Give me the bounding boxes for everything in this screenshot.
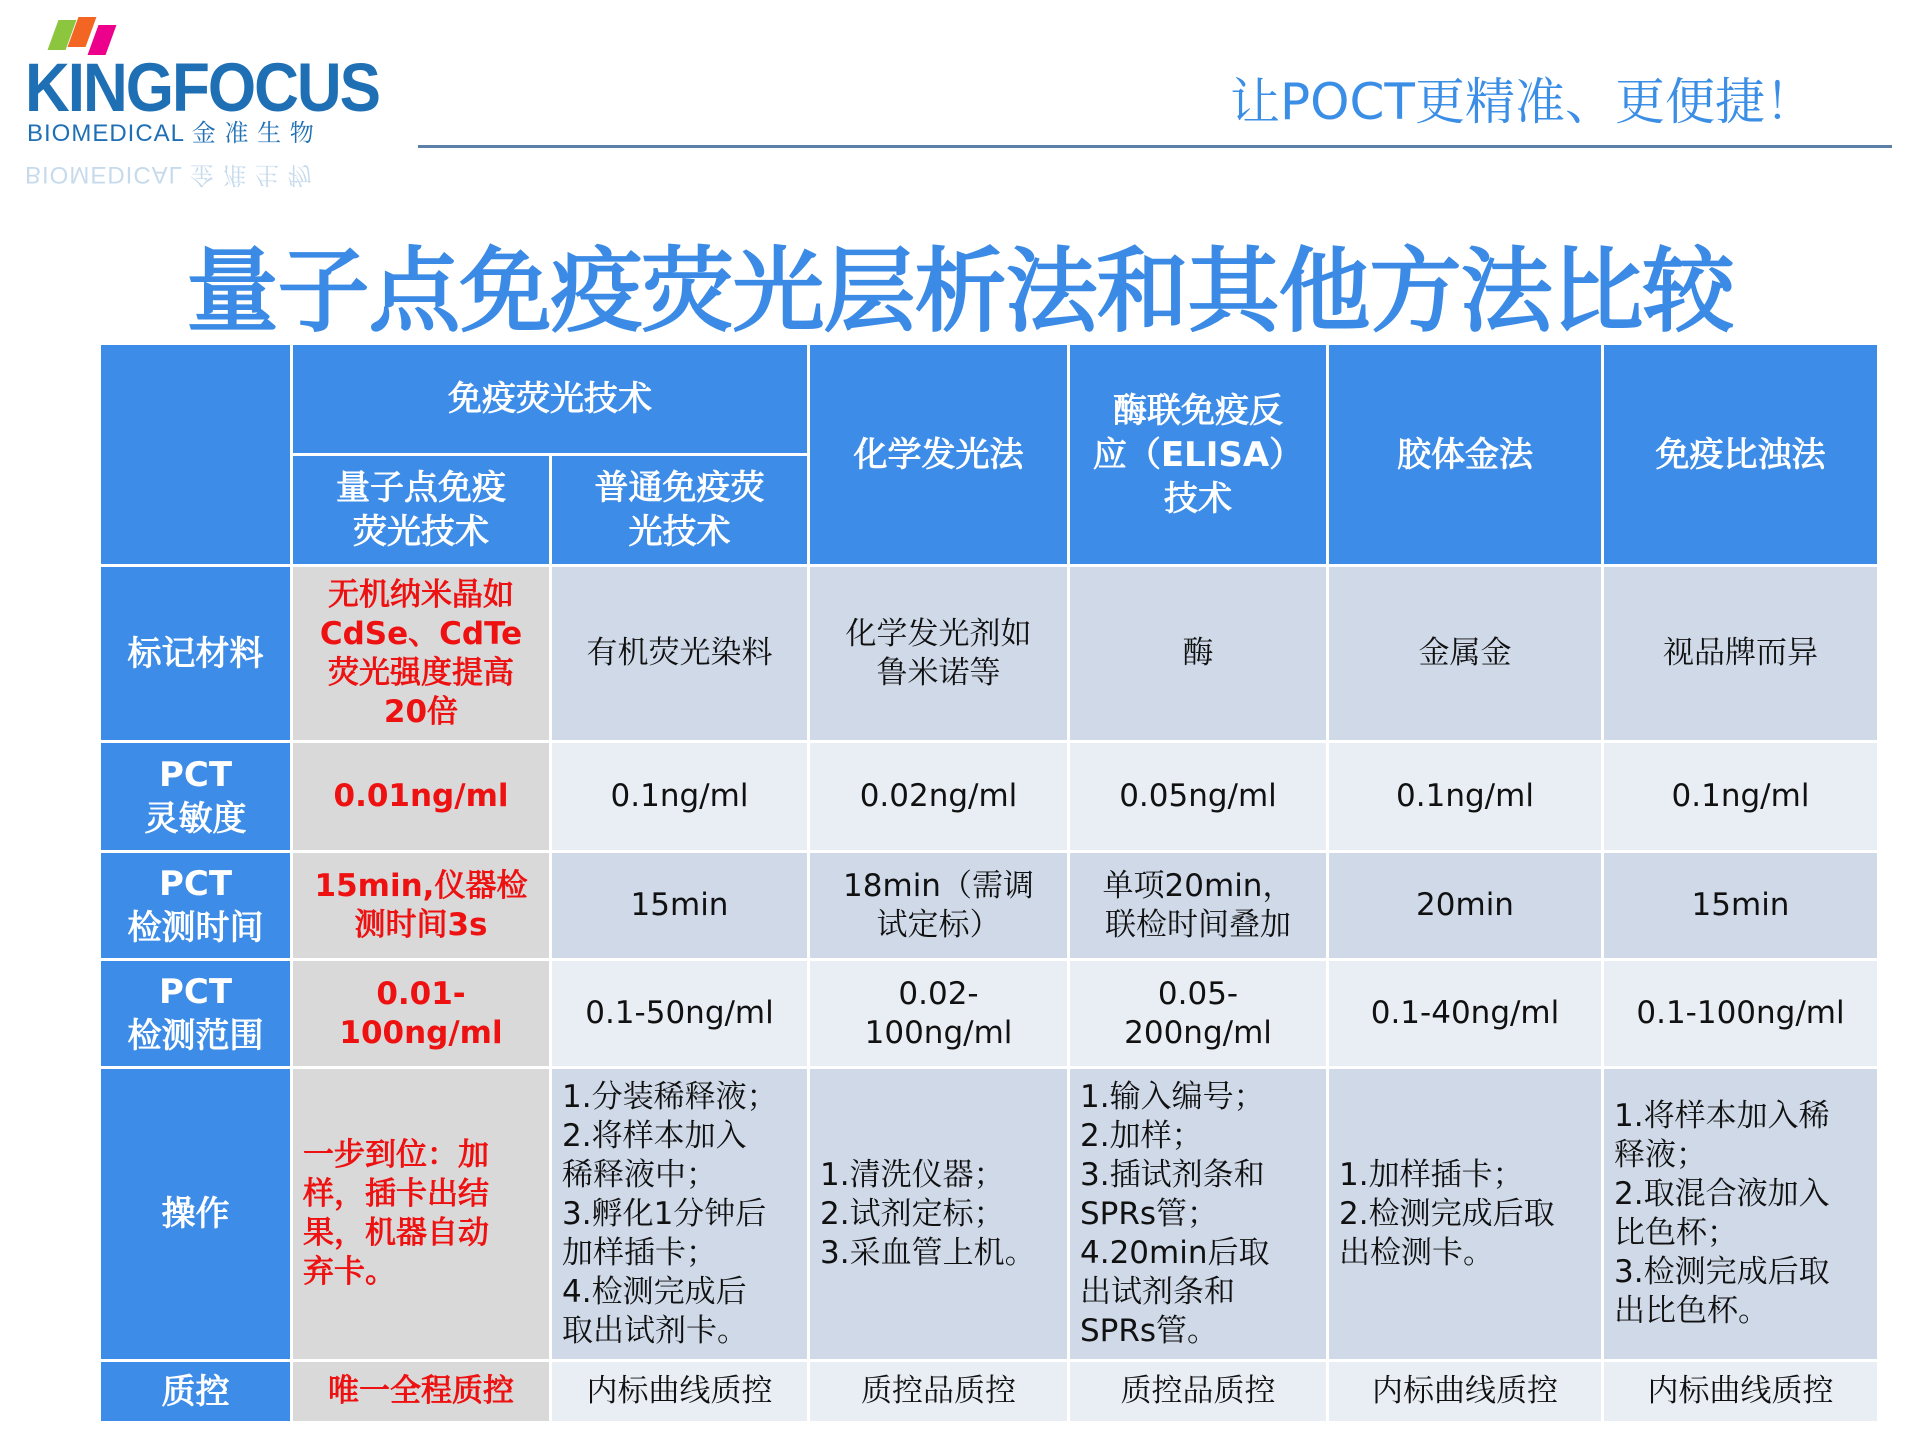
table-cell: 1.输入编号； 2.加样； 3.插试剂条和 SPRs管； 4.20min后取 出试剂条和 SPRs管。 <box>1070 1069 1326 1359</box>
highlight-cell: 无机纳米晶如 CdSe、CdTe 荧光强度提高 20倍 <box>293 567 549 740</box>
table-cell: 0.1ng/ml <box>1329 743 1601 850</box>
table-cell: 0.1-50ng/ml <box>552 961 807 1066</box>
logo-brand: KINGFOCUS <box>25 50 379 127</box>
table-cell: 1.加样插卡； 2.检测完成后取 出检测卡。 <box>1329 1069 1601 1359</box>
row-label: PCT 检测范围 <box>101 961 290 1066</box>
table-cell: 0.05- 200ng/ml <box>1070 961 1326 1066</box>
logo-reflection: BIOMEDICAL 金 准 生 物 <box>25 161 313 188</box>
table-cell: 内标曲线质控 <box>1604 1362 1877 1421</box>
table-cell: 视品牌而异 <box>1604 567 1877 740</box>
corner-header <box>101 345 290 564</box>
table-cell: 单项20min， 联检时间叠加 <box>1070 853 1326 958</box>
highlight-cell: 一步到位：加 样，插卡出结 果，机器自动 弃卡。 <box>293 1069 549 1359</box>
page-title: 量子点免疫荧光层析法和其他方法比较 <box>186 238 1734 345</box>
kingfocus-logo <box>25 15 379 147</box>
table-cell: 质控品质控 <box>1070 1362 1326 1421</box>
column-header: 量子点免疫 荧光技术 <box>293 456 549 564</box>
column-header: 免疫比浊法 <box>1604 345 1877 564</box>
table-cell: 0.1-100ng/ml <box>1604 961 1877 1066</box>
row-label: 标记材料 <box>101 567 290 740</box>
group-header: 免疫荧光技术 <box>293 345 807 453</box>
table-cell: 酶 <box>1070 567 1326 740</box>
table-cell: 0.1ng/ml <box>552 743 807 850</box>
table-cell: 0.02- 100ng/ml <box>810 961 1067 1066</box>
row-label: 操作 <box>101 1069 290 1359</box>
table-cell: 0.1ng/ml <box>1604 743 1877 850</box>
column-header: 化学发光法 <box>810 345 1067 564</box>
highlight-cell: 唯一全程质控 <box>293 1362 549 1421</box>
table-cell: 0.02ng/ml <box>810 743 1067 850</box>
logo-subtitle: BIOMEDICAL 金 准 生 物 <box>27 120 315 147</box>
row-label: 质控 <box>101 1362 290 1421</box>
table-cell: 金属金 <box>1329 567 1601 740</box>
table-cell: 1.分装稀释液； 2.将样本加入 稀释液中； 3.孵化1分钟后 加样插卡； 4.检测完成后 取出试剂卡。 <box>552 1069 807 1359</box>
highlight-cell: 0.01- 100ng/ml <box>293 961 549 1066</box>
table-cell: 内标曲线质控 <box>552 1362 807 1421</box>
table-cell: 化学发光剂如 鲁米诺等 <box>810 567 1067 740</box>
table-cell: 0.05ng/ml <box>1070 743 1326 850</box>
column-header: 普通免疫荧 光技术 <box>552 456 807 564</box>
comparison-table <box>101 345 1873 1412</box>
table-cell: 内标曲线质控 <box>1329 1362 1601 1421</box>
slogan: 让POCT更精准、更便捷！ <box>1230 73 1815 131</box>
table-cell: 15min <box>1604 853 1877 958</box>
column-header: 胶体金法 <box>1329 345 1601 564</box>
table-cell: 18min（需调 试定标） <box>810 853 1067 958</box>
highlight-cell: 0.01ng/ml <box>293 743 549 850</box>
column-header: 酶联免疫反 应（ELISA） 技术 <box>1070 345 1326 564</box>
table-cell: 1.将样本加入稀 释液； 2.取混合液加入 比色杯； 3.检测完成后取 出比色杯。 <box>1604 1069 1877 1359</box>
table-cell: 15min <box>552 853 807 958</box>
highlight-cell: 15min,仪器检 测时间3s <box>293 853 549 958</box>
table-cell: 有机荧光染料 <box>552 567 807 740</box>
header-divider <box>418 145 1892 148</box>
row-label: PCT 检测时间 <box>101 853 290 958</box>
table-cell: 1.清洗仪器； 2.试剂定标； 3.采血管上机。 <box>810 1069 1067 1359</box>
table-cell: 0.1-40ng/ml <box>1329 961 1601 1066</box>
table-cell: 质控品质控 <box>810 1362 1067 1421</box>
table-cell: 20min <box>1329 853 1601 958</box>
row-label: PCT 灵敏度 <box>101 743 290 850</box>
